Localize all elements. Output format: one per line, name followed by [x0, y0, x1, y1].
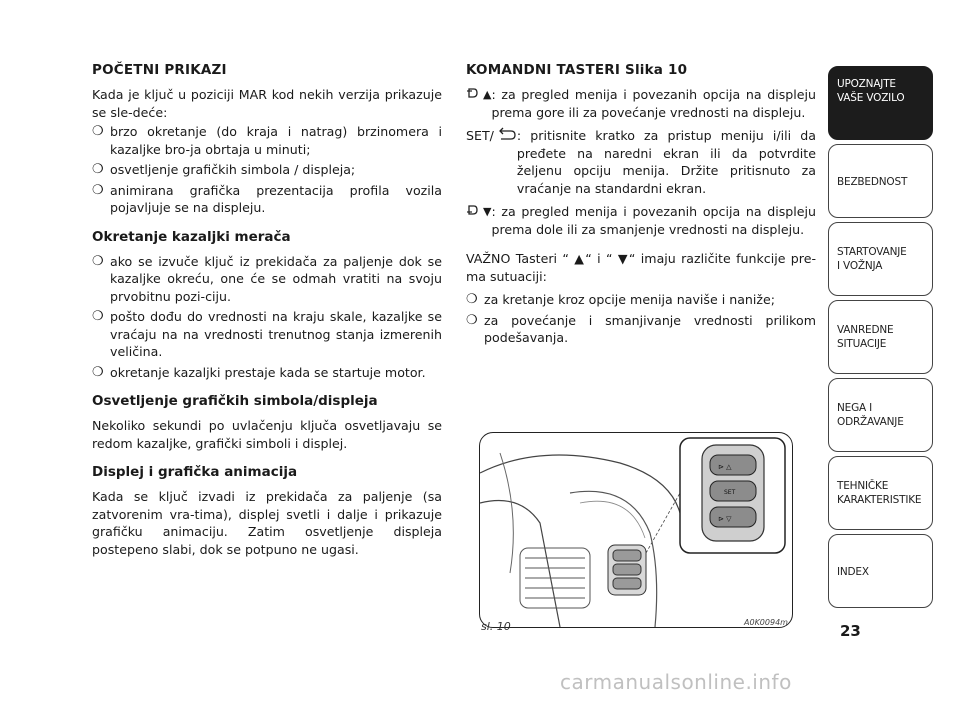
figure-dashboard-buttons [479, 432, 793, 628]
list-item: ❍ pošto dođu do vrednosti na kraju skale, kazaljke se vraćaju na na vrednosti trenutnog stanja izmerenih veličina. [92, 309, 442, 359]
list-item: ❍ animirana grafička prezentacija profila vozila pojavljuje se na displeju. [92, 182, 442, 215]
definition-up: ▲ : za pregled menija i povezanih opcija na displeju prema gore ili za povećanje vrednosti na displeju. [466, 86, 816, 121]
escape-icon [497, 127, 517, 141]
bullet-icon: ❍ [92, 182, 104, 198]
right-column [466, 62, 816, 350]
animation-paragraph: Kada se ključ izvadi iz prekidača za paljenje (sa zatvorenim vra-tima), displej svetli i dalje i prikazuje grafičku animaciju. Zatim osvetljenje displeja postepeno slabi, dok se potpuno ne ugasi. [92, 489, 442, 557]
arrow-up-icon: ▲ [483, 88, 492, 101]
bullet-icon: ❍ [92, 364, 104, 380]
menu-down-icon [466, 203, 480, 217]
set-label: SET/ [466, 128, 494, 143]
bullet-icon: ❍ [92, 124, 104, 139]
sidebar-item-bezbednost[interactable]: BEZBEDNOST [828, 144, 933, 218]
page-number: 23 [840, 622, 861, 640]
bullet-icon: ❍ [466, 292, 478, 307]
section-title-initial-displays: POČETNI PRIKAZI [92, 62, 227, 78]
list-item: ❍ brzo okretanje (do kraja i natrag) brzinomera i kazaljke bro-ja obrtaja u minuti; [92, 124, 442, 157]
important-note: VAŽNO Tasteri “ ▲“ i “ ▼“ imaju različite funkcije pre-ma sutuaciji: [466, 251, 816, 284]
sidebar-item-tehnicke[interactable]: TEHNIČKE KARAKTERISTIKE [828, 456, 933, 530]
figure-code: A0K0094m [744, 618, 788, 627]
sidebar-item-vanredne[interactable]: VANREDNE SITUACIJE [828, 300, 933, 374]
intro-paragraph: Kada je ključ u poziciji MAR kod nekih verzija prikazuje se sle-deće: [92, 87, 442, 120]
set-button-label: SET [724, 489, 736, 496]
sidebar-item-index[interactable]: INDEX [828, 534, 933, 608]
list-item: ❍ za povećanje i smanjivanje vrednosti prilikom podešavanja. [466, 312, 816, 345]
subheading-needle-sweep: Okretanje kazaljki merača [92, 228, 291, 245]
dashboard-illustration [480, 433, 792, 627]
left-column [92, 62, 442, 560]
svg-text:⊳ △: ⊳ △ [718, 463, 732, 471]
bullet-icon: ❍ [92, 253, 104, 269]
arrow-down-icon: ▼ [483, 205, 492, 218]
bullet-icon: ❍ [466, 312, 478, 328]
definition-set: SET/ : pritisnite kratko za pristup meniju i/ili da pređete na naredni ekran ili da potvrdite željenu opciju menija. Držite pritisnuto za vraćanje na standardni ekran. [466, 128, 816, 196]
list-item: ❍ ako se izvuče ključ iz prekidača za paljenje dok se kazaljke okreću, one će se odmah vratiti na svoju prvobitnu pozi-ciju. [92, 253, 442, 304]
watermark: carmanualsonline.info [560, 670, 792, 694]
sidebar-item-startovanje[interactable]: STARTOVANJE I VOŽNJA [828, 222, 933, 296]
sidebar-item-nega[interactable]: NEGA I ODRŽAVANJE [828, 378, 933, 452]
sidebar-item-upoznajte[interactable]: UPOZNAJTE VAŠE VOZILO [828, 66, 933, 140]
bullet-icon: ❍ [92, 162, 104, 177]
subheading-illumination: Osvetljenje grafičkih simbola/displeja [92, 393, 378, 409]
illumination-paragraph: Nekoliko sekundi po uvlačenju ključa osvetljavaju se redom kazaljke, grafički simboli i displej. [92, 418, 442, 451]
section-title-control-buttons: KOMANDNI TASTERI Slika 10 [466, 62, 688, 78]
menu-up-icon [466, 86, 480, 100]
definition-down: ▼ : za pregled menija i povezanih opcija na displeju prema dole ili za smanjenje vrednosti na displeju. [466, 203, 816, 238]
list-item: ❍ okretanje kazaljki prestaje kada se startuje motor. [92, 364, 426, 380]
figure-caption: sl. 10 [481, 620, 511, 633]
list-item: ❍ osvetljenje grafičkih simbola / displeja; [92, 162, 356, 177]
subheading-display-animation: Displej i grafička animacija [92, 464, 298, 480]
bullet-icon: ❍ [92, 309, 104, 324]
svg-text:⊳ ▽: ⊳ ▽ [718, 515, 732, 523]
list-item: ❍ za kretanje kroz opcije menija naviše i naniže; [466, 292, 776, 307]
